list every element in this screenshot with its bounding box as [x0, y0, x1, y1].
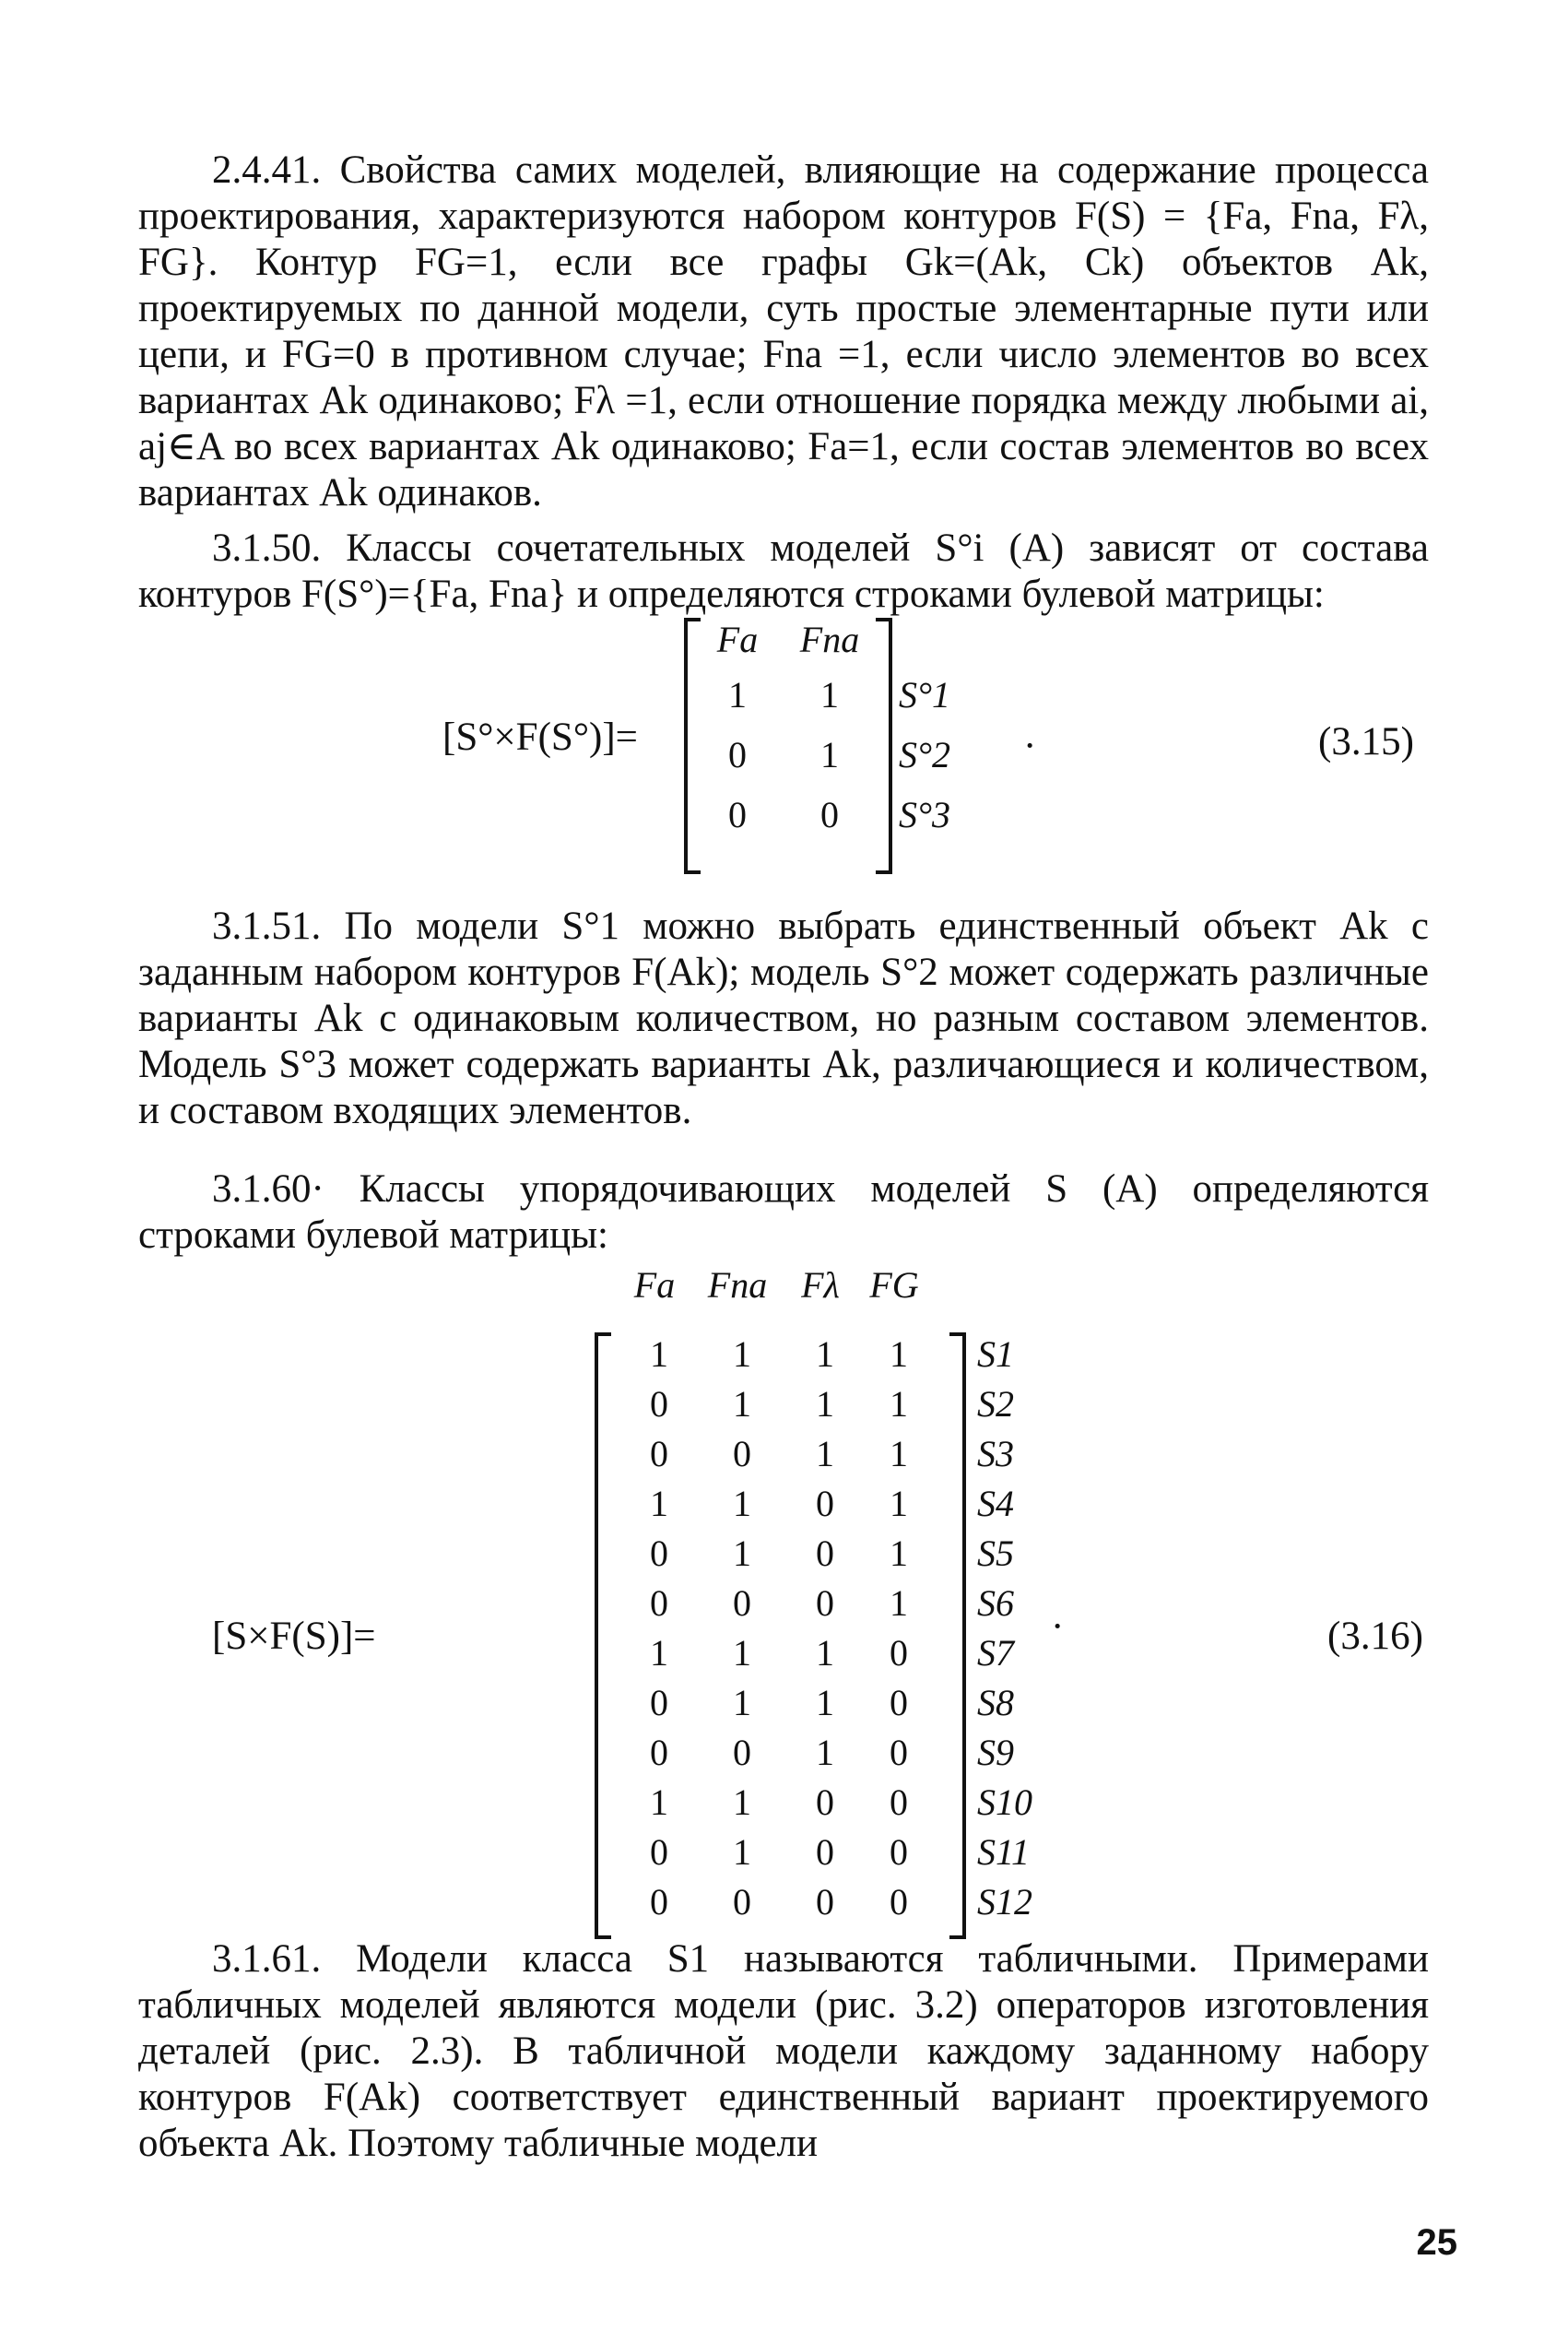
column-header: FG — [869, 1264, 919, 1306]
matrix-cell: 1 — [733, 1831, 751, 1873]
page-number: 25 — [1416, 2222, 1457, 2263]
matrix-cell: 0 — [650, 1732, 668, 1773]
paragraph-2-4-41: 2.4.41. Свойства самих моделей, влияющие на содержание процесса проектирования, характеризуются набором контуров F(S) = {Fa, Fna, Fλ, FG}. Контур FG=1, если все графы Gk=(Ak, Ck) объектов Ak, проектируемых по данной модели, суть простые элементарные пути или цепи, и FG=0 в противном случае; Fna =1, если число элементов во всех вариантах Ak одинаково; Fλ =1, если отношение порядка между любыми ai, aj∈A во всех вариантах Ak одинаково; Fa=1, если состав элементов во всех вариантах Ak одинаков. — [138, 148, 1429, 515]
matrix-cell: 0 — [890, 1632, 908, 1674]
matrix-cell: 1 — [650, 1333, 668, 1375]
matrix-cell: 0 — [890, 1781, 908, 1823]
column-header: Fa — [633, 1264, 676, 1306]
matrix-cell: 0 — [816, 1582, 834, 1624]
matrix-cell: 1 — [733, 1483, 751, 1524]
matrix-right-bracket — [876, 618, 892, 874]
matrix-cell: 1 — [816, 1383, 834, 1425]
matrix-cell: 0 — [733, 1433, 751, 1474]
matrix-cell: 1 — [890, 1383, 908, 1425]
matrix-cell: 1 — [890, 1333, 908, 1375]
equation-trail: · — [1023, 725, 1037, 768]
paragraph-3-1-51: 3.1.51. По модели S°1 можно выбрать единственный объект Ak с заданным набором контуров F(Ak); модель S°2 может содержать различные варианты Ak с одинаковым количеством, но разным составом элементов. Модель S°3 может содержать варианты Ak, различающиеся и количеством, и составом входящих элементов. — [138, 905, 1429, 1132]
row-label: S12 — [977, 1881, 1032, 1923]
matrix-cell: 1 — [816, 1682, 834, 1723]
matrix-cell: 1 — [733, 1333, 751, 1375]
matrix-cell: 1 — [650, 1781, 668, 1823]
matrix-cell: 1 — [890, 1483, 908, 1524]
equation-number: (3.16) — [1327, 1615, 1423, 1658]
column-header: Fa — [716, 619, 759, 660]
matrix-cell: 0 — [816, 1532, 834, 1574]
matrix-cell: 0 — [816, 1881, 834, 1923]
matrix-cell: 1 — [733, 1632, 751, 1674]
paragraph-3-1-50: 3.1.50. Классы сочетательных моделей S°i (A) зависят от состава контуров F(S°)={Fa, Fna} и определяются строками булевой матрицы: — [138, 527, 1429, 616]
row-label: S°2 — [899, 734, 950, 775]
matrix-cell: 1 — [820, 734, 839, 775]
matrix-cell: 0 — [890, 1881, 908, 1923]
row-label: S11 — [977, 1831, 1031, 1873]
equation-3-16 — [212, 1263, 1466, 1946]
matrix-cell: 0 — [650, 1682, 668, 1723]
matrix-cell: 0 — [890, 1682, 908, 1723]
row-label: S5 — [977, 1532, 1014, 1574]
row-label: S10 — [977, 1781, 1032, 1823]
column-header: Fna — [707, 1264, 768, 1306]
matrix-cell: 0 — [890, 1831, 908, 1873]
matrix-cell: 0 — [650, 1582, 668, 1624]
row-label: S2 — [977, 1383, 1014, 1425]
paragraph-3-1-61: 3.1.61. Модели класса S1 называются табличными. Примерами табличных моделей являются модели (рис. 3.2) операторов изготовления деталей (рис. 2.3). В табличной модели каждому заданному набору контуров F(Ak) соответствует единственный вариант проектируемого объекта Ak. Поэтому табличные модели — [138, 1937, 1429, 2165]
matrix-cell: 0 — [890, 1732, 908, 1773]
matrix-cell: 0 — [650, 1532, 668, 1574]
matrix-left-bracket — [595, 1332, 611, 1939]
equation-lhs: [S°×F(S°)]= — [442, 716, 638, 759]
matrix-cell: 1 — [733, 1682, 751, 1723]
equation-3-15 — [304, 562, 1466, 904]
column-header: Fna — [799, 619, 860, 660]
row-label: S°1 — [899, 674, 950, 716]
matrix-cell: 1 — [816, 1433, 834, 1474]
matrix-cell: 0 — [820, 794, 839, 835]
equation-number: (3.15) — [1318, 720, 1414, 763]
matrix-cell: 0 — [650, 1433, 668, 1474]
matrix-cell: 1 — [816, 1732, 834, 1773]
matrix-cell: 1 — [890, 1433, 908, 1474]
matrix-cell: 0 — [650, 1831, 668, 1873]
matrix-cell: 1 — [890, 1532, 908, 1574]
matrix-cell: 1 — [728, 674, 747, 716]
matrix-cell: 0 — [733, 1881, 751, 1923]
matrix-cell: 1 — [890, 1582, 908, 1624]
matrix-cell: 0 — [650, 1881, 668, 1923]
matrix-cell: 1 — [733, 1532, 751, 1574]
matrix-cell: 1 — [650, 1483, 668, 1524]
row-label: S4 — [977, 1483, 1014, 1524]
matrix-right-bracket — [949, 1332, 966, 1939]
matrix-cell: 0 — [816, 1781, 834, 1823]
matrix-cell: 0 — [728, 734, 747, 775]
matrix-left-bracket — [684, 618, 701, 874]
matrix-cell: 1 — [650, 1632, 668, 1674]
equation-trail: · — [1051, 1605, 1065, 1649]
matrix-cell: 0 — [728, 794, 747, 835]
matrix-cell: 1 — [816, 1333, 834, 1375]
matrix-cell: 1 — [816, 1632, 834, 1674]
row-label: S°3 — [899, 794, 950, 835]
row-label: S7 — [977, 1632, 1014, 1674]
row-label: S3 — [977, 1433, 1014, 1474]
matrix-cell: 1 — [820, 674, 839, 716]
matrix-cell: 0 — [650, 1383, 668, 1425]
row-label: S8 — [977, 1682, 1014, 1723]
matrix-cell: 0 — [816, 1483, 834, 1524]
row-label: S1 — [977, 1333, 1014, 1375]
column-header: Fλ — [801, 1264, 840, 1306]
paragraph-3-1-60: 3.1.60· Классы упорядочивающих моделей S (A) определяются строками булевой матрицы: — [138, 1167, 1429, 1257]
row-label: S6 — [977, 1582, 1014, 1624]
matrix-cell: 1 — [733, 1383, 751, 1425]
row-label: S9 — [977, 1732, 1014, 1773]
matrix-cell: 0 — [733, 1582, 751, 1624]
equation-lhs: [S×F(S)]= — [212, 1615, 376, 1658]
matrix-cell: 1 — [733, 1781, 751, 1823]
matrix-cell: 0 — [733, 1732, 751, 1773]
matrix-cell: 0 — [816, 1831, 834, 1873]
